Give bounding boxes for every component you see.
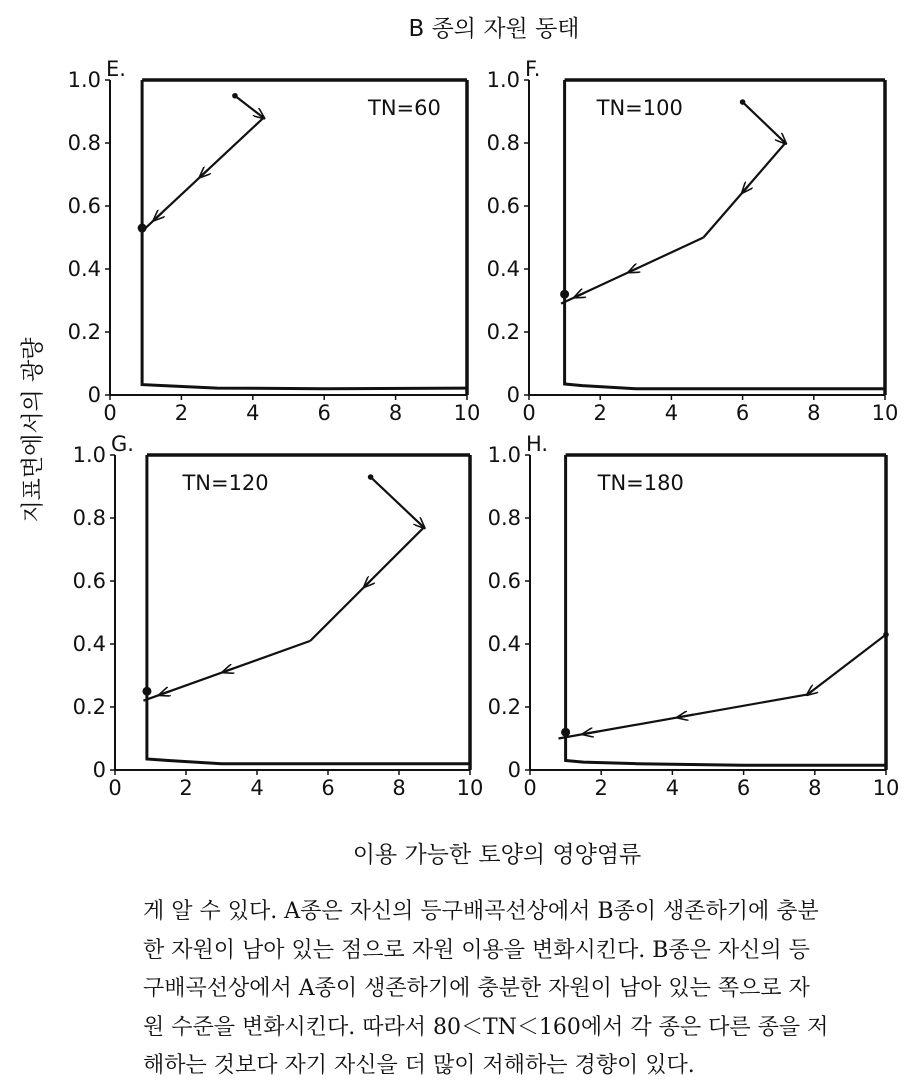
y-tick-label: 1.0 [487, 443, 521, 467]
panel-g [73, 432, 484, 800]
panel-f [487, 57, 899, 425]
x-tick-label: 2 [593, 401, 607, 425]
tn-annotation: TN=60 [368, 96, 441, 120]
trajectory-arrow [583, 731, 598, 734]
panel-label: F. [525, 57, 541, 81]
x-tick-label: 8 [392, 776, 406, 800]
trajectory-segment [371, 477, 424, 527]
x-tick-label: 8 [808, 776, 822, 800]
y-tick-label: 0 [507, 758, 521, 782]
isocline-line [142, 80, 467, 389]
trajectory-arrow [629, 268, 638, 272]
x-tick-label: 4 [664, 401, 679, 425]
paragraph-line: 구배곡선상에서 A종이 생존하기에 충분한 자원이 남아 있는 쪽으로 자 [143, 976, 810, 1001]
x-tick-label: 10 [872, 776, 900, 800]
y-tick-label: 0.2 [72, 695, 106, 719]
trajectory-start-point [232, 93, 238, 99]
x-tick-label: 0 [523, 776, 537, 800]
trajectory-arrow [575, 293, 584, 297]
equilibrium-point [561, 728, 570, 737]
trajectory-segment [743, 102, 786, 143]
y-tick-label: 0.4 [72, 632, 106, 656]
panel-h [488, 432, 900, 800]
trajectory-arrow [200, 170, 207, 177]
body-paragraph [143, 893, 903, 1086]
x-tick-label: 8 [388, 401, 403, 425]
x-axis-label: 이용 가능한 토양의 영양염류 [352, 842, 642, 868]
trajectory-arrow [365, 580, 372, 587]
y-tick-label: 0 [87, 383, 101, 407]
trajectory-arrow [160, 691, 170, 695]
x-tick-label: 4 [665, 776, 680, 800]
x-tick-label: 2 [174, 401, 189, 425]
y-tick-label: 0.4 [487, 632, 521, 656]
y-tick-label: 1.0 [72, 443, 106, 467]
y-tick-label: 0.8 [486, 131, 520, 155]
equilibrium-point [142, 687, 151, 696]
x-tick-label: 4 [250, 776, 264, 800]
equilibrium-point [560, 290, 569, 299]
y-tick-label: 1.0 [67, 68, 101, 92]
y-tick-label: 0.4 [67, 257, 101, 281]
y-tick-label: 0 [506, 383, 520, 407]
paragraph-line: 한 자원이 남아 있는 점으로 자원 이용을 변화시킨다. B종은 자신의 등 [143, 937, 810, 963]
y-tick-label: 0.2 [487, 695, 521, 719]
isocline-line [566, 455, 886, 765]
x-tick-label: 0 [103, 401, 117, 425]
trajectory-arrow [808, 691, 813, 695]
trajectory-arrow [154, 213, 161, 220]
y-tick-label: 0.2 [67, 320, 101, 344]
x-tick-label: 2 [594, 776, 608, 800]
y-tick-label: 0.4 [486, 257, 520, 281]
panel-label: H. [526, 432, 549, 456]
y-tick-label: 0.6 [487, 569, 521, 593]
trajectory-segment [808, 635, 886, 695]
trajectory-arrow [783, 141, 786, 143]
x-tick-label: 0 [522, 401, 536, 425]
isocline-line [565, 80, 885, 389]
trajectory-arrow [743, 186, 748, 192]
trajectory-start-point [883, 632, 889, 638]
x-tick-label: 6 [736, 776, 751, 800]
x-tick-label: 8 [807, 401, 821, 425]
y-tick-label: 1.0 [486, 68, 520, 92]
x-tick-label: 6 [321, 776, 335, 800]
paragraph-line: 게 알 수 있다. A종은 자신의 등구배곡선상에서 B종이 생존하기에 충분 [143, 899, 819, 924]
x-tick-label: 6 [735, 401, 750, 425]
y-tick-label: 0.8 [487, 506, 521, 530]
paragraph-line: 원 수준을 변화시킨다. 따라서 80＜TN＜160에서 각 종은 다른 종을 저 [143, 1014, 829, 1040]
panel-e [68, 57, 481, 425]
x-tick-label: 2 [179, 776, 193, 800]
y-tick-label: 0.6 [72, 569, 106, 593]
paragraph-line: 해하는 것보다 자기 자신을 더 많이 저해하는 경향이 있다. [143, 1053, 695, 1078]
isocline-line [147, 455, 470, 764]
trajectory-start-point [740, 99, 746, 105]
panel-label: G. [111, 432, 134, 456]
trajectory-arrow [223, 668, 233, 672]
panel-label: E. [106, 57, 126, 81]
x-tick-label: 0 [108, 776, 122, 800]
x-tick-label: 6 [317, 401, 331, 425]
y-tick-label: 0.8 [67, 131, 101, 155]
x-tick-label: 10 [456, 776, 484, 800]
trajectory-arrow [678, 715, 693, 718]
trajectory-start-point [368, 474, 374, 480]
y-axis-label: 지표면에서의 광량 [20, 337, 46, 523]
x-tick-label: 4 [246, 401, 260, 425]
tn-annotation: TN=180 [597, 471, 684, 495]
y-tick-label: 0.6 [486, 194, 520, 218]
trajectory-segment [235, 96, 264, 118]
y-tick-label: 0.8 [72, 506, 106, 530]
tn-annotation: TN=120 [182, 471, 269, 495]
figure-title: B 종의 자원 동태 [408, 16, 580, 42]
y-tick-label: 0 [92, 758, 106, 782]
x-tick-label: 10 [453, 401, 481, 425]
x-tick-label: 10 [871, 401, 899, 425]
equilibrium-point [138, 224, 147, 233]
y-tick-label: 0.2 [486, 320, 520, 344]
y-tick-label: 0.6 [67, 194, 101, 218]
tn-annotation: TN=100 [596, 96, 683, 120]
